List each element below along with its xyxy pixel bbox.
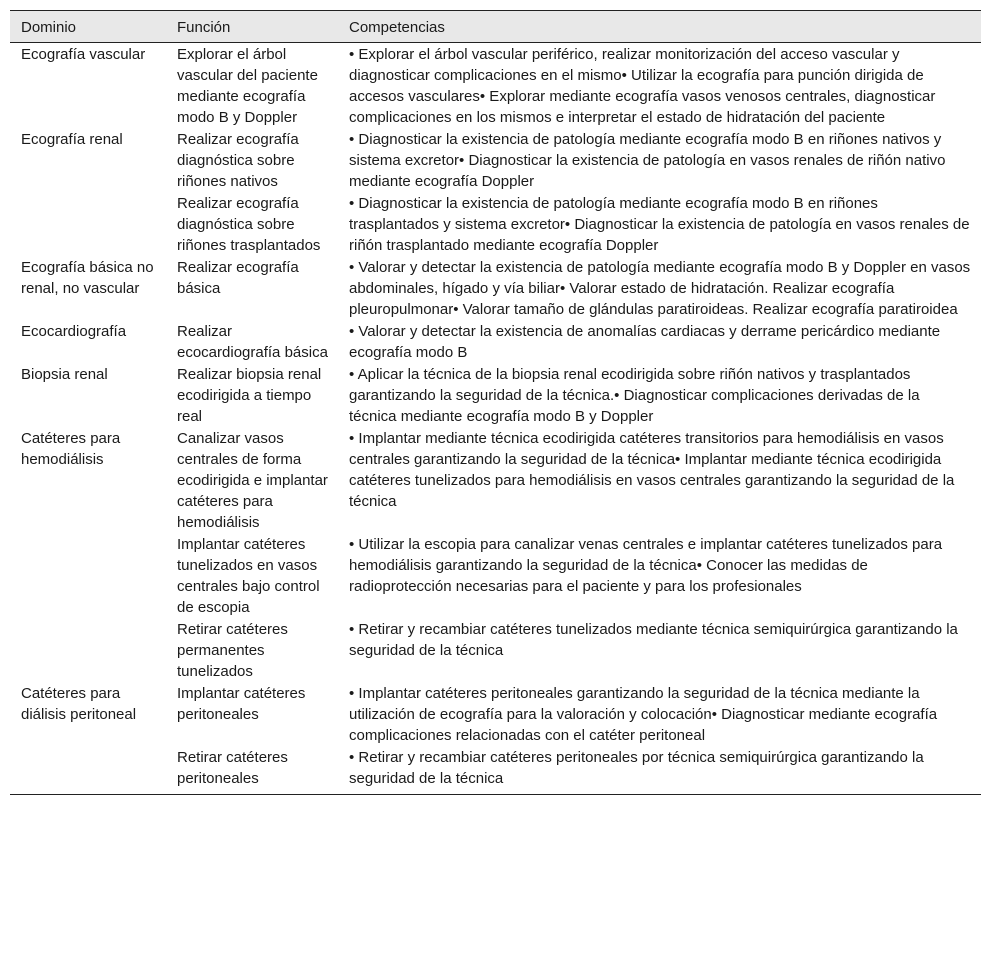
cell-dominio: Ecografía vascular [21,46,146,63]
cell-funcion: Implantar catéteres tunelizados en vasos centrales bajo control de escopia [177,536,320,616]
cell-competencias: • Explorar el árbol vascular periférico, realizar monitorización del acceso vascular y diagnosticar complicaciones en el mismo• Utilizar la ecografía para punción dirigida de accesos vasculares• Explorar mediante ecografía vasos venosos centrales, diagnosticar complicaciones en los mismos e interpretar el estado de hidratación del paciente [349,46,936,126]
cell-dominio [10,192,166,256]
table-row [10,746,981,795]
cell-competencias: • Aplicar la técnica de la biopsia renal ecodirigida sobre riñón nativos y trasplantados garantizando la seguridad de la técnica.• Diagnosticar complicaciones derivadas de la técnica mediante ecografía modo B y Doppler [349,366,920,425]
table-body [10,43,981,795]
cell-competencias: • Retirar y recambiar catéteres peritoneales por técnica semiquirúrgica garantizando la seguridad de la técnica [349,749,924,787]
cell-competencias: • Implantar mediante técnica ecodirigida catéteres transitorios para hemodiálisis en vasos centrales garantizando la seguridad de la técnica• Implantar mediante técnica ecodirigida catéteres tunelizados para hemodiálisis en vasos centrales garantizando la seguridad de la técnica [349,430,955,510]
cell-dominio: Catéteres para diálisis peritoneal [21,685,137,723]
cell-funcion: Realizar ecografía diagnóstica sobre riñones trasplantados [177,195,321,254]
competencies-table [10,10,981,795]
cell-dominio [10,618,166,682]
cell-dominio [10,533,166,618]
cell-funcion: Retirar catéteres peritoneales [177,749,288,787]
cell-funcion: Realizar ecografía básica [177,259,299,297]
cell-competencias: • Diagnosticar la existencia de patología mediante ecografía modo B en riñones trasplantados y sistema excretor• Diagnosticar la existencia de patología en vasos renales de riñón trasplantado mediante ecografía Doppler [349,195,970,254]
table-header [10,11,981,43]
cell-funcion: Explorar el árbol vascular del paciente mediante ecografía modo B y Doppler [177,46,318,126]
cell-dominio [10,746,166,795]
cell-funcion: Realizar ecografía diagnóstica sobre riñones nativos [177,131,299,190]
table-row [10,427,981,533]
cell-funcion: Canalizar vasos centrales de forma ecodirigida e implantar catéteres para hemodiálisis [177,430,328,531]
cell-funcion: Implantar catéteres peritoneales [177,685,306,723]
table-row [10,618,981,682]
cell-competencias: • Implantar catéteres peritoneales garantizando la seguridad de la técnica mediante la utilización de ecografía para la valoración y colocación• Diagnosticar mediante ecografía complicaciones relacionadas con el catéter peritoneal [349,685,938,744]
table-row [10,43,981,129]
header-funcion: Función [166,11,338,43]
cell-dominio: Ecografía básica no renal, no vascular [21,259,154,297]
table-row [10,682,981,746]
cell-dominio: Catéteres para hemodiálisis [21,430,121,468]
cell-funcion: Realizar biopsia renal ecodirigida a tiempo real [177,366,322,425]
cell-dominio: Biopsia renal [21,366,108,383]
table-row [10,533,981,618]
table-row [10,192,981,256]
cell-competencias: • Valorar y detectar la existencia de patología mediante ecografía modo B y Doppler en vasos abdominales, hígado y vía biliar• Valorar estado de hidratación. Realizar ecografía pleuropulmonar• Valorar tamaño de glándulas paratiroideas. Realizar ecografía paratiroidea [349,259,971,318]
cell-funcion: Realizar ecocardiografía básica [177,323,328,361]
cell-dominio: Ecocardiografía [21,323,127,340]
header-dominio: Dominio [10,11,166,43]
table-row [10,320,981,363]
table-row [10,256,981,320]
cell-funcion: Retirar catéteres permanentes tunelizados [177,621,288,680]
cell-competencias: • Diagnosticar la existencia de patología mediante ecografía modo B en riñones nativos y sistema excretor• Diagnosticar la existencia de patología en vasos renales de riñón nativo mediante ecografía Doppler [349,131,946,190]
cell-dominio: Ecografía renal [21,131,123,148]
cell-competencias: • Retirar y recambiar catéteres tunelizados mediante técnica semiquirúrgica garantizando la seguridad de la técnica [349,621,958,659]
header-row [10,11,981,43]
table-row [10,128,981,192]
cell-competencias: • Valorar y detectar la existencia de anomalías cardiacas y derrame pericárdico mediante ecografía modo B [349,323,941,361]
header-competencias: Competencias [338,11,981,43]
cell-competencias: • Utilizar la escopia para canalizar venas centrales e implantar catéteres tunelizados para hemodiálisis garantizando la seguridad de la técnica• Conocer las medidas de radioprotección necesarias para el paciente y para los profesionales [349,536,943,595]
competencies-table-container [10,10,981,795]
table-row [10,363,981,427]
